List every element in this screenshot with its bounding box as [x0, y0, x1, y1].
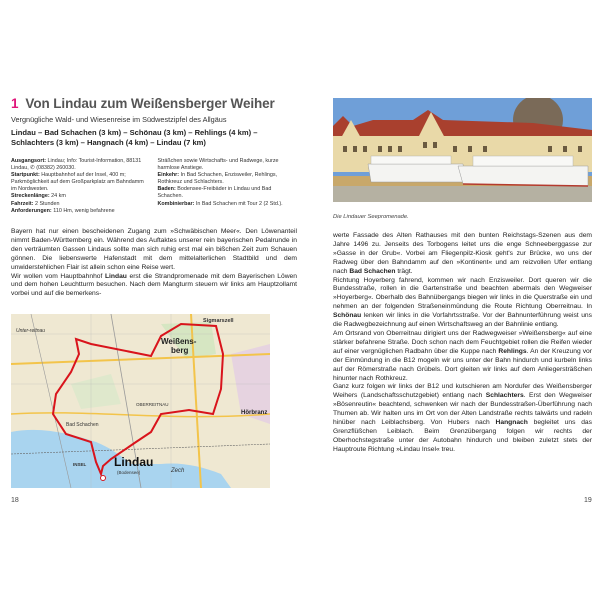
photo-caption: Die Lindauer Seepromenade. — [333, 214, 409, 220]
svg-text:Sigmarszell: Sigmarszell — [203, 318, 234, 324]
info-ausgangsort: Ausgangsort: Lindau; Info: Tourist-Information, 88131 Lindau, ✆ (08382) 260030. — [11, 158, 142, 172]
svg-text:Lindau: Lindau — [114, 455, 154, 469]
tour-info-column-2 — [158, 158, 297, 215]
right-body-text — [333, 232, 592, 455]
tour-info-column-1 — [11, 158, 150, 215]
svg-text:Hörbranz: Hörbranz — [241, 410, 268, 416]
paragraph: Bayern hat nur einen bescheidenen Zugang zum »Schwäbischen Meer«. Den Löwenanteil nimmt Baden-Württemberg ein. Während des Auftaktes unserer rein bayerischen Pedalrunde in den verträumten Gassen Lindaus sollte man sich ruhig erst mal ein bißchen Zeit zum Schauen gönnen. Die liebenswerte Hafenstadt mit dem mittelalterlichen Stadtbild und dem unwiderstehlichen Flair ist allein schon eine Reise wert. — [11, 228, 297, 271]
seepromenade-photo — [333, 98, 592, 202]
route-map — [11, 314, 270, 488]
map-graphic — [11, 314, 270, 488]
info-startpunkt: Startpunkt: Hauptbahnhof auf der Insel, 400 m; Parkmöglichkeit auf dem Großparkplatz am Bahndamm im Nordwesten. — [11, 172, 144, 193]
svg-text:INSEL: INSEL — [73, 462, 87, 467]
page-number-right: 19 — [584, 497, 592, 504]
svg-text:Weißens-: Weißens- — [161, 337, 197, 346]
info-streckenlaenge: Streckenlänge: 24 km — [11, 193, 66, 200]
chapter-title — [11, 96, 275, 111]
paragraph: Am Ortsrand von Oberreitnau dirigiert uns der Radwegweiser »Weißensberg« auf eine stärker befahrene Straße. Doch schon nach dem Feuchtgebiet rollen die Reifen wieder auf einer vergnüglichen Radbahn über die Kuppe nach Rehlings. An der Kreuzung vor der Einmündung in die B12 mogeln wir uns unter der Bahn hindurch und kurbeln links auf der Römerstraße nach Grübels. Dort gleiten wir links auf dem Anliegersträßchen hinunter nach Rothkreuz. — [333, 329, 593, 382]
tour-info-box — [11, 158, 296, 215]
page-number-left: 18 — [11, 497, 19, 504]
right-page — [300, 0, 600, 600]
svg-text:berg: berg — [171, 346, 189, 355]
svg-text:Bad Schachen: Bad Schachen — [66, 422, 99, 428]
svg-text:Unter-reitnau: Unter-reitnau — [16, 328, 46, 334]
paragraph: werte Fassade des Alten Rathauses mit den bunten Reichstags-Szenen aus dem Jahre 1496 zu. Jenseits des Torbogens leitet uns die enge Schneeberggasse zur »Gasse in der Grub«. Vorbei am Fliegenpilz-Kiosk geht's zur Brücke, wo uns der Radweg über den Bahndamm auf den »Kontinent« und am reizvollen Ufer entlang nach Bad Schachen trägt. — [333, 232, 592, 275]
paragraph: Ganz kurz folgen wir links der B12 und kutschieren am Nordufer des Weißensberger Weihers (Landschaftsschutzgebiet) entlang nach Schlachters. Erst den Wegweiser »Bösenreutin« beachtend, schwenken wir nach der Bundesstraßen-Überführung nach Thumen ab. Wir halten uns im Ort von der Alten Landstraße rechts talwärts und radeln hinüber nach Leiblachsberg. Von Hubers nach Hangnach begleitet uns das Grenzflüßchen Leiblach. Beim Grenzübergang folgen wir rechts der Oberhochstegstraße unter der Autobahn hindurch und bleiben zuletzt stets der Hauptroute Richtung »Lindau Insel« treu. — [333, 383, 592, 453]
photo-graphic — [333, 98, 592, 202]
paragraph: Richtung Hoyerberg fahrend, kommen wir nach Enzisweiler. Dort queren wir die Bundesstraße, rollen in die Gartenstraße und beachten abermals den Wegweiser »Hoyerberg«. Oberhalb des Bahnübergangs biegen wir links in die Querstraße ein und nehmen an der folgenden Straßeneinmündung die Route Richtung Oberreitnau. In Schönau lenken wir links in die Vorfahrtsstraße. Vor der Bahnunterführung weist uns die Radwegbezeichnung auf einen Wirtschaftsweg an der Bahnlinie entlang. — [333, 276, 592, 329]
svg-text:Zech: Zech — [171, 468, 185, 474]
info-einkehr: Einkehr: In Bad Schachen, Enzisweiler, Rehlings, Rothkreuz und Schlachters. — [157, 172, 278, 186]
paragraph: Wir wollen vom Hauptbahnhof Lindau erst die Strandpromenade mit dem Bayerischen Löwen und dem hohen Leuchtturm besuchen. Nach dem Mangturm steuern wir links am Hauptzollamt vorbei und auf die bemerkens- — [11, 272, 297, 298]
info-baden: Baden: Bodensee-Freibäder in Lindau und Bad Schachen. — [157, 186, 272, 200]
info-fahrzeit: Fahrzeit: 2 Stunden — [11, 200, 60, 207]
svg-text:OBERREITNAU: OBERREITNAU — [136, 402, 169, 407]
chapter-title-text: Von Lindau zum Weißensberger Weiher — [25, 96, 275, 111]
info-anforderungen: Anforderungen: 110 Hm, wenig befahrene — [11, 207, 115, 214]
route-summary: Lindau – Bad Schachen (3 km) – Schönau (3 km) – Rehlings (4 km) – Schlachters (3 km) – Hangnach (4 km) – Lindau (7 km) — [11, 128, 258, 147]
chapter-number: 1 — [11, 96, 19, 111]
info-anforderungen-cont: Sträßchen sowie Wirtschafts- und Radwege, kurze harmlose Anstiege. — [157, 158, 279, 172]
svg-text:(Bodensee): (Bodensee) — [117, 470, 141, 475]
left-body-text — [11, 228, 297, 299]
chapter-subtitle: Vergnügliche Wald- und Wiesenreise im Südwestzipfel des Allgäus — [11, 115, 227, 124]
info-kombinierbar: Kombinierbar: In Bad Schachen mit Tour 2 (2 Std.). — [157, 200, 283, 207]
